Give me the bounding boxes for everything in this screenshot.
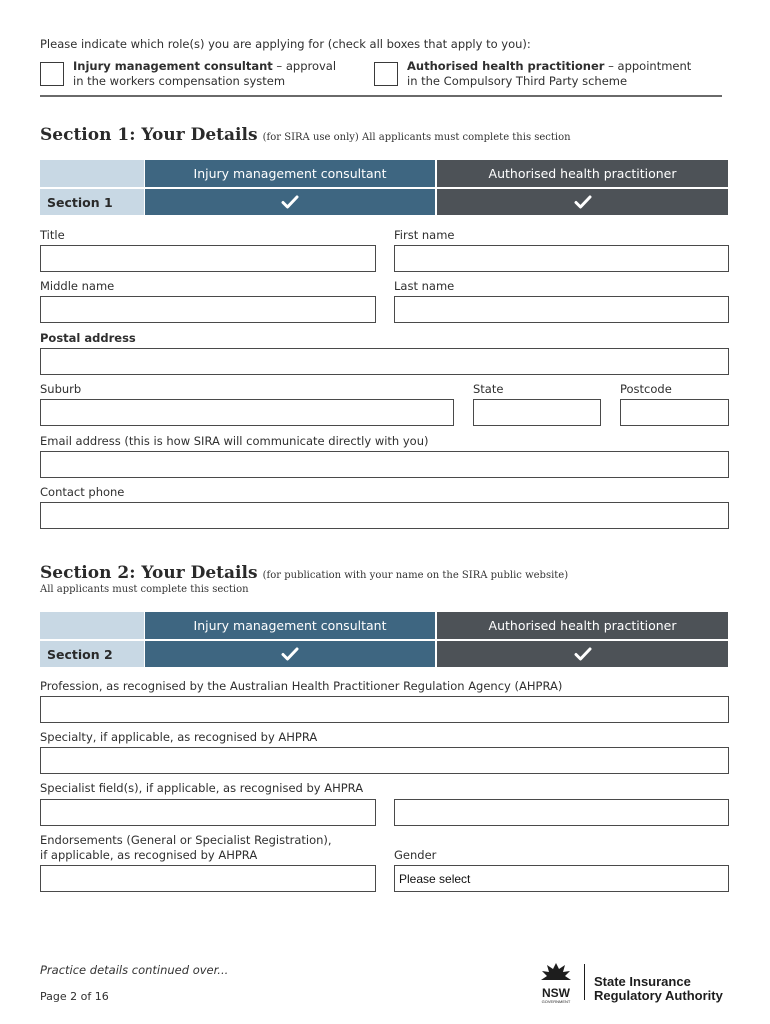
first-name-input[interactable] bbox=[394, 245, 729, 272]
middle-name-input[interactable] bbox=[40, 296, 376, 323]
checkmark-icon bbox=[574, 647, 592, 661]
role1-bold: Injury management consultant bbox=[73, 59, 273, 73]
role1-rest: – approval bbox=[272, 59, 337, 73]
role1-line2: in the workers compensation system bbox=[73, 74, 286, 88]
section1-title: Section 1: Your Details bbox=[40, 125, 258, 145]
checkmark-icon bbox=[574, 195, 592, 209]
endorsements-label bbox=[40, 833, 332, 863]
section1-header-blank bbox=[40, 160, 144, 187]
role-authorised-practitioner-checkbox[interactable] bbox=[374, 62, 398, 86]
postcode-label: Postcode bbox=[620, 382, 672, 396]
specialist-field-input-2[interactable] bbox=[394, 799, 729, 826]
nsw-logo bbox=[536, 961, 576, 1004]
gender-label: Gender bbox=[394, 848, 437, 862]
section2-title: Section 2: Your Details bbox=[40, 563, 258, 583]
logo-divider bbox=[584, 964, 585, 1000]
title-input[interactable] bbox=[40, 245, 376, 272]
page-number: Page 2 of 16 bbox=[40, 990, 109, 1003]
checkmark-icon bbox=[281, 647, 299, 661]
specialty-label: Specialty, if applicable, as recognised by AHPRA bbox=[40, 730, 318, 744]
nsw-logo-text: NSW bbox=[542, 986, 570, 1000]
checkmark-icon bbox=[281, 195, 299, 209]
phone-label: Contact phone bbox=[40, 485, 125, 499]
last-name-label: Last name bbox=[394, 279, 455, 293]
section2-injury-check bbox=[145, 641, 435, 667]
middle-name-label: Middle name bbox=[40, 279, 115, 293]
section2-col-authorised: Authorised health practitioner bbox=[437, 612, 728, 639]
role-authorised-practitioner-label bbox=[407, 59, 691, 89]
section2-subnote: All applicants must complete this section bbox=[40, 584, 249, 595]
section1-col-authorised: Authorised health practitioner bbox=[437, 160, 728, 187]
sira-line2: Regulatory Authority bbox=[594, 988, 723, 1003]
role-question: Please indicate which role(s) you are applying for (check all boxes that apply to you): bbox=[40, 37, 531, 51]
section2-heading bbox=[40, 563, 568, 583]
specialist-fields-label: Specialist field(s), if applicable, as recognised by AHPRA bbox=[40, 781, 364, 795]
section2-col-injury: Injury management consultant bbox=[145, 612, 435, 639]
waratah-icon bbox=[536, 961, 576, 983]
suburb-label: Suburb bbox=[40, 382, 82, 396]
section1-note: (for SIRA use only) All applicants must complete this section bbox=[262, 132, 571, 143]
section1-row-label: Section 1 bbox=[40, 189, 144, 215]
sira-line1: State Insurance bbox=[594, 974, 691, 989]
intro-divider bbox=[40, 95, 722, 97]
postcode-input[interactable] bbox=[620, 399, 729, 426]
endorsements-input[interactable] bbox=[40, 865, 376, 892]
sira-logo-text bbox=[594, 975, 723, 1003]
section2-row-label: Section 2 bbox=[40, 641, 144, 667]
endorsements-line2: if applicable, as recognised by AHPRA bbox=[40, 848, 258, 862]
section2-authorised-check bbox=[437, 641, 728, 667]
first-name-label: First name bbox=[394, 228, 455, 242]
gender-select[interactable]: Please select bbox=[394, 865, 729, 892]
specialist-field-input-1[interactable] bbox=[40, 799, 376, 826]
role2-rest: – appointment bbox=[604, 59, 692, 73]
state-label: State bbox=[473, 382, 504, 396]
suburb-input[interactable] bbox=[40, 399, 454, 426]
section1-heading bbox=[40, 125, 571, 145]
section2-note: (for publication with your name on the SIRA public website) bbox=[262, 570, 569, 581]
state-input[interactable] bbox=[473, 399, 601, 426]
section2-header-blank bbox=[40, 612, 144, 639]
continued-note: Practice details continued over... bbox=[40, 963, 229, 977]
specialty-input[interactable] bbox=[40, 747, 729, 774]
endorsements-line1: Endorsements (General or Specialist Registration), bbox=[40, 833, 332, 847]
role2-line2: in the Compulsory Third Party scheme bbox=[407, 74, 628, 88]
phone-input[interactable] bbox=[40, 502, 729, 529]
role2-bold: Authorised health practitioner bbox=[407, 59, 605, 73]
section1-authorised-check bbox=[437, 189, 728, 215]
last-name-input[interactable] bbox=[394, 296, 729, 323]
profession-input[interactable] bbox=[40, 696, 729, 723]
role-injury-management-label bbox=[73, 59, 336, 89]
title-label: Title bbox=[40, 228, 65, 242]
section1-injury-check bbox=[145, 189, 435, 215]
email-input[interactable] bbox=[40, 451, 729, 478]
postal-address-label: Postal address bbox=[40, 331, 136, 345]
government-text: GOVERNMENT bbox=[541, 999, 571, 1004]
profession-label: Profession, as recognised by the Australian Health Practitioner Regulation Agency (AHPRA) bbox=[40, 679, 563, 693]
email-label: Email address (this is how SIRA will communicate directly with you) bbox=[40, 434, 429, 448]
section1-col-injury: Injury management consultant bbox=[145, 160, 435, 187]
role-injury-management-checkbox[interactable] bbox=[40, 62, 64, 86]
postal-address-input[interactable] bbox=[40, 348, 729, 375]
